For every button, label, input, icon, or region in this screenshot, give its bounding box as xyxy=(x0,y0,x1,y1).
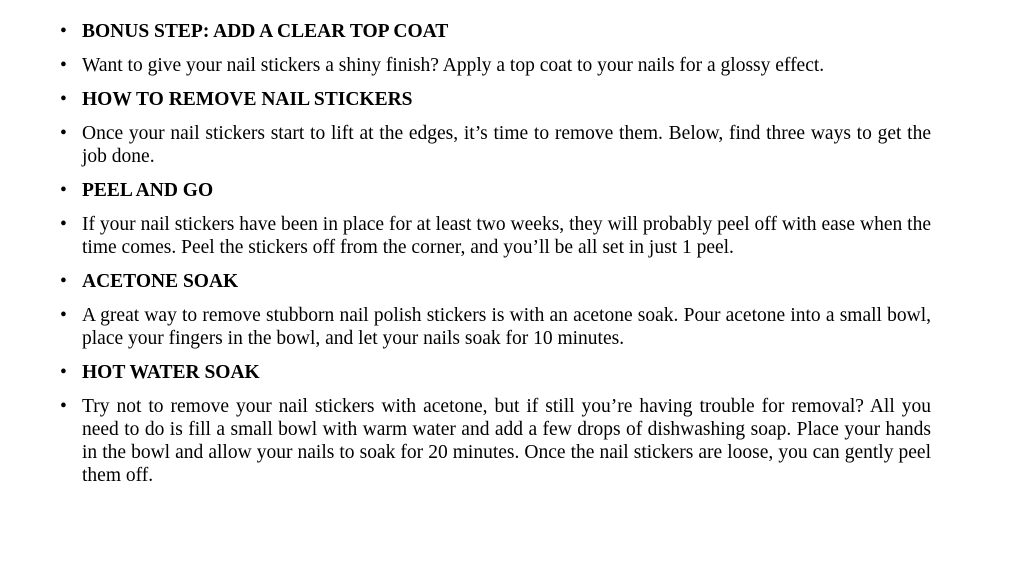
paragraph-text: A great way to remove stubborn nail polish stickers is with an acetone soak. Pour acetone into a small bowl, place your fingers in the bowl, and let your nails soak for 10 minutes. xyxy=(82,305,931,349)
bullet-icon: • xyxy=(60,123,67,144)
heading-text: PEEL AND GO xyxy=(82,180,214,201)
bullet-icon: • xyxy=(60,55,67,76)
bullet-icon: • xyxy=(60,89,67,110)
heading-hot-water-soak xyxy=(60,361,931,384)
heading-text: ACETONE SOAK xyxy=(82,271,239,292)
bullet-icon: • xyxy=(60,362,67,383)
bullet-list xyxy=(60,20,931,498)
heading-how-to-remove xyxy=(60,88,931,111)
bullet-icon: • xyxy=(60,305,67,326)
heading-text: HOW TO REMOVE NAIL STICKERS xyxy=(82,89,413,110)
heading-peel-and-go xyxy=(60,179,931,202)
paragraph-text: Want to give your nail stickers a shiny finish? Apply a top coat to your nails for a glossy effect. xyxy=(82,55,825,76)
heading-bonus-step xyxy=(60,20,931,43)
bullet-icon: • xyxy=(60,396,67,417)
bullet-icon: • xyxy=(60,214,67,235)
heading-acetone-soak xyxy=(60,270,931,293)
bullet-icon: • xyxy=(60,21,67,42)
paragraph-text: Once your nail stickers start to lift at the edges, it’s time to remove them. Below, find three ways to get the job done. xyxy=(82,123,931,167)
paragraph-text: Try not to remove your nail stickers with acetone, but if still you’re having trouble for removal? All you need to do is fill a small bowl with warm water and add a few drops of dishwashing soap. Place your hands in the bowl and allow your nails to soak for 20 minutes. Once the nail stickers are loose, you can gently peel them off. xyxy=(82,396,931,486)
heading-text: BONUS STEP: ADD A CLEAR TOP COAT xyxy=(82,21,449,42)
paragraph-peel-and-go xyxy=(60,213,931,259)
paragraph-top-coat xyxy=(60,54,931,77)
paragraph-remove-intro xyxy=(60,122,931,168)
paragraph-text: If your nail stickers have been in place for at least two weeks, they will probably peel off with ease when the time comes. Peel the stickers off from the corner, and you’ll be all set in just 1 peel. xyxy=(82,214,931,258)
bullet-icon: • xyxy=(60,271,67,292)
heading-text: HOT WATER SOAK xyxy=(82,362,260,383)
paragraph-hot-water-soak xyxy=(60,395,931,487)
paragraph-acetone-soak xyxy=(60,304,931,350)
bullet-icon: • xyxy=(60,180,67,201)
